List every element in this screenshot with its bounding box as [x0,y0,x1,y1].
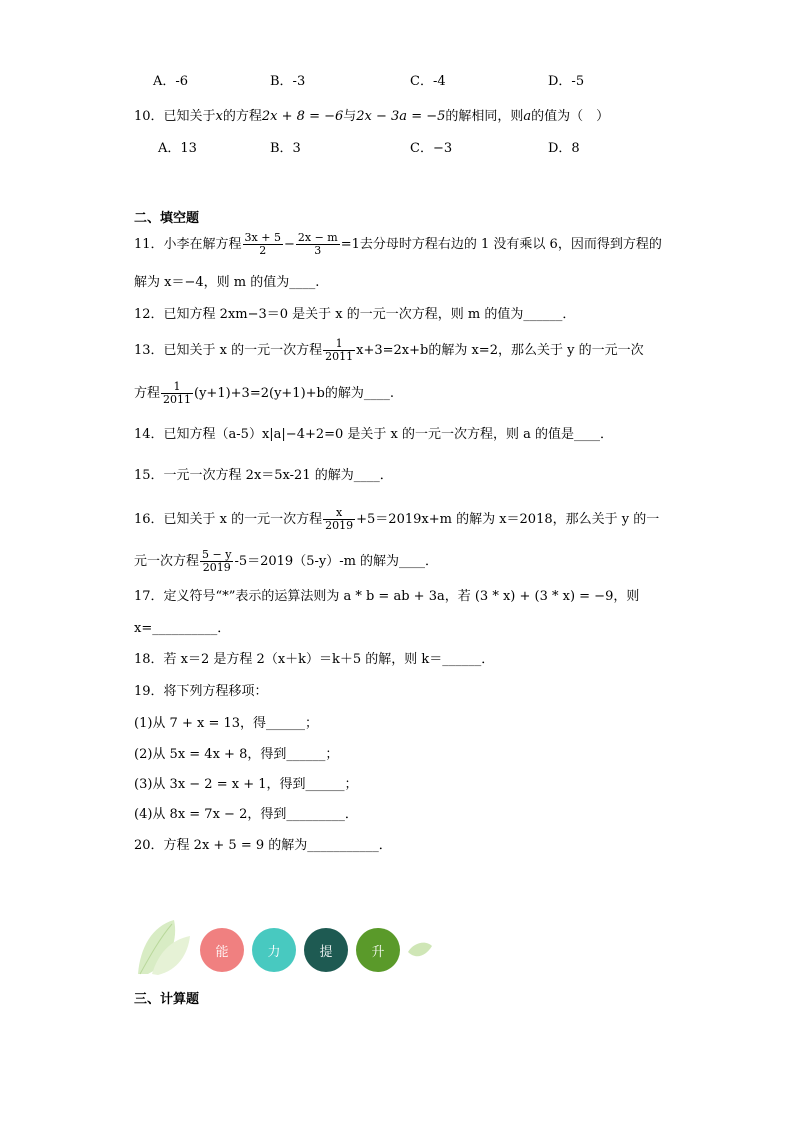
q11-fraction-2: $\frac{2x - m}{3}$ [297,231,338,257]
q10-option-d: D．8 [548,141,580,156]
question-11-line-2: 解为 x＝−4，则 m 的值为____. [134,275,320,290]
badge-2: 力 [252,928,296,972]
ability-banner [134,918,444,978]
small-leaf-icon [406,940,434,962]
question-19-item-1: (1)从 7 + x = 13，得______； [134,716,319,731]
q10-option-b: B．3 [270,141,301,156]
leaf-decoration-icon [134,918,194,976]
question-19-item-2: (2)从 5x = 4x + 8，得到______； [134,747,339,762]
q11-fraction-1: $\frac{3x + 5}{2}$ [244,231,281,257]
question-15: 15．一元一次方程 2x＝5x-21 的解为____． [134,468,393,483]
question-18: 18．若 x＝2 是方程 2（x＋k）＝k＋5 的解，则 k＝______． [134,652,495,667]
q10-option-a: A．13 [158,141,197,156]
badge-3: 提 [304,928,348,972]
question-19-item-4: (4)从 8x = 7x − 2，得到_________． [134,807,358,822]
question-19-item-3: (3)从 3x − 2 = x + 1，得到______； [134,777,358,792]
question-17-line-2: x=__________． [134,621,231,636]
q13-fraction-2: $\frac{1}{2011}$ [163,380,192,406]
question-13: 13．已知关于 x 的一元一次方程 $\frac{1}{2011}$ x+3=2x+b的解为 x=2，那么关于 y 的一元一次 [134,337,644,363]
q16-fraction-1: $\frac{x}{2019}$ [325,506,354,532]
q9-option-d: D．-5 [548,74,585,89]
q13-fraction-1: $\frac{1}{2011}$ [325,337,354,363]
q10-option-c: C．−3 [410,141,453,156]
question-16-line-2: 元一次方程 $\frac{5 - y}{2019}$ -5＝2019（5-y）-m 的解为____． [134,548,439,574]
question-20: 20．方程 2x + 5 = 9 的解为___________． [134,838,392,853]
question-16: 16．已知关于 x 的一元一次方程 $\frac{x}{2019}$ +5＝2019x+m 的解为 x＝2018，那么关于 y 的一 [134,506,660,532]
q9-option-b: B．-3 [270,74,306,89]
question-17: 17．定义符号“*”表示的运算法则为 a * b = ab + 3a，若 (3 * x) + (3 * x) = −9，则 [134,589,640,604]
question-11: 11．小李在解方程 $\frac{3x + 5}{2}$ − $\frac{2x - m}{3}$ =1去分母时方程右边的 1 没有乘以 6，因而得到方程的 [134,231,662,257]
question-19-title: 19．将下列方程移项： [134,684,268,699]
badge-1: 能 [200,928,244,972]
question-10: 10．已知关于x的方程2x + 8 = −6与2x − 3a = −5的解相同，则a的值为（ ） [134,109,610,124]
section-2-title: 二、填空题 [134,211,200,226]
question-14: 14．已知方程（a-5）x|a|−4+2=0 是关于 x 的一元一次方程，则 a 的值是____． [134,427,614,442]
section-3-title: 三、计算题 [134,992,200,1007]
q9-option-a: A．-6 [153,74,189,89]
q16-fraction-2: $\frac{5 - y}{2019}$ [202,548,232,574]
question-12: 12．已知方程 2xm−3＝0 是关于 x 的一元一次方程，则 m 的值为______． [134,307,576,322]
badge-4: 升 [356,928,400,972]
question-13-line-2: 方程 $\frac{1}{2011}$ (y+1)+3=2(y+1)+b的解为____. [134,380,394,406]
q9-option-c: C．-4 [410,74,446,89]
